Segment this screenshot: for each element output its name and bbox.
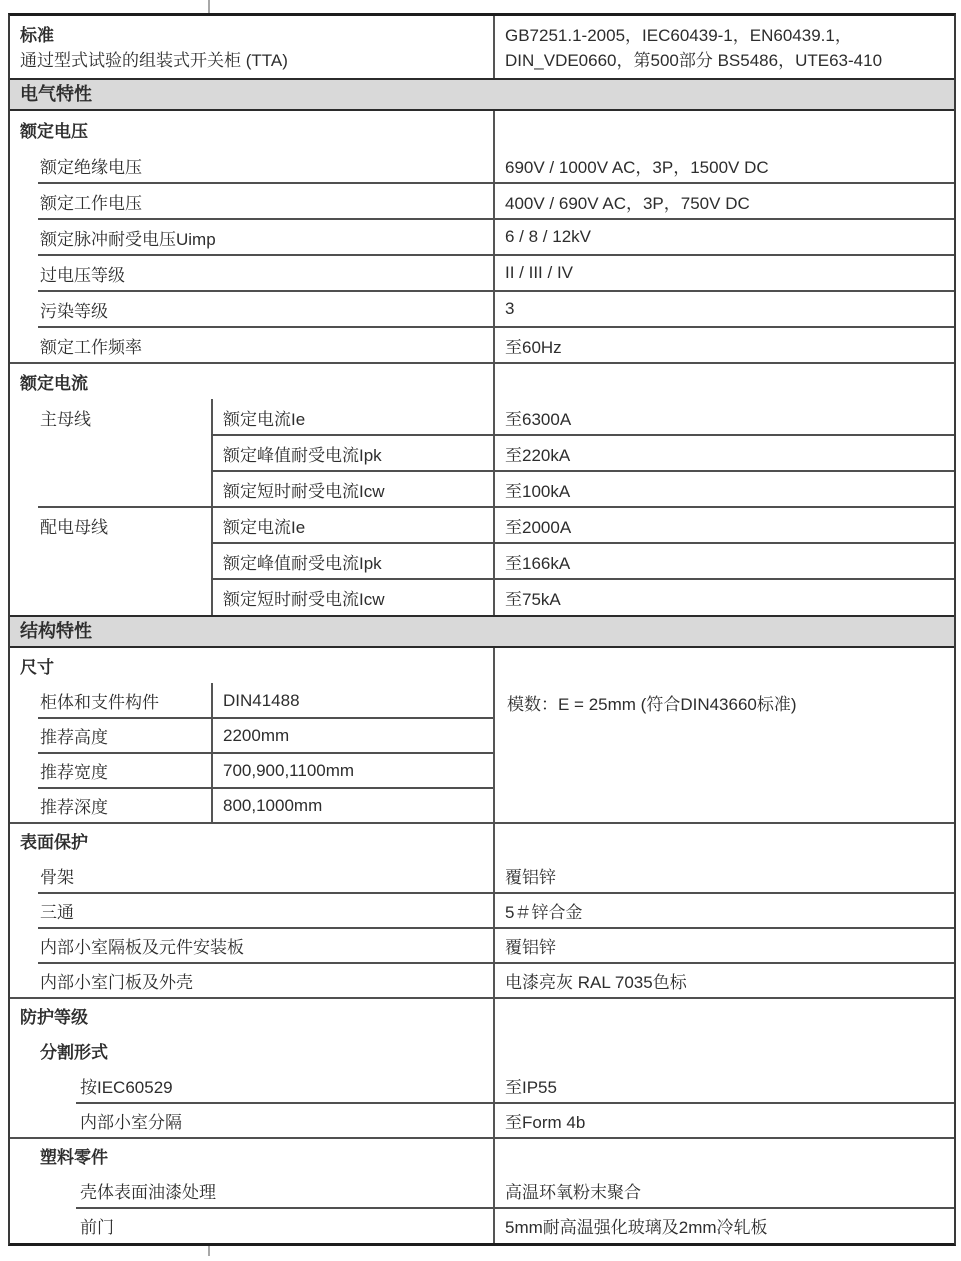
column-divider bbox=[493, 648, 495, 1243]
row-label: 内部小室门板及外壳 bbox=[40, 973, 193, 992]
row-rated-insulation-voltage bbox=[10, 147, 954, 183]
row-value: 覆铝锌 bbox=[505, 868, 556, 887]
row-label: 推荐高度 bbox=[40, 728, 108, 747]
row-mid-label: 额定峰值耐受电流Ipk bbox=[223, 553, 382, 573]
row-mid-label: 额定电流Ie bbox=[223, 517, 306, 537]
row-label: 主母线 bbox=[40, 409, 91, 429]
row-label: 分割形式 bbox=[40, 1043, 108, 1062]
row-rated-current-header bbox=[10, 363, 954, 399]
row-distribution-busbar-ie bbox=[10, 507, 954, 543]
grid-line bbox=[38, 254, 954, 256]
grid-line bbox=[10, 362, 954, 364]
grid-line bbox=[38, 962, 954, 964]
row-value: 至100kA bbox=[505, 481, 571, 501]
row-value: 690V / 1000V AC，3P，1500V DC bbox=[505, 157, 769, 177]
row-value: 至Form 4b bbox=[505, 1113, 586, 1132]
row-dimensions-header bbox=[10, 648, 954, 683]
grid-line bbox=[38, 182, 954, 184]
grid-line bbox=[38, 506, 954, 508]
row-recommended-depth bbox=[10, 788, 954, 823]
grid-line bbox=[38, 787, 493, 789]
row-mid-label: 额定电流Ie bbox=[223, 409, 306, 429]
row-surface-protection-header bbox=[10, 823, 954, 858]
row-label: 额定电流 bbox=[20, 373, 88, 393]
standards-label-cell bbox=[10, 16, 493, 78]
row-label: 推荐宽度 bbox=[40, 763, 108, 782]
row-main-busbar-ipk bbox=[10, 435, 954, 471]
row-value: II / III / IV bbox=[505, 263, 574, 282]
grid-line bbox=[38, 752, 493, 754]
row-label: 额定工作频率 bbox=[40, 337, 142, 357]
row-value: 5mm耐高温强化玻璃及2mm冷轧板 bbox=[505, 1218, 768, 1237]
scan-artifact-tick-bottom bbox=[208, 1246, 210, 1256]
row-plastic-parts-header bbox=[10, 1138, 954, 1173]
grid-line bbox=[38, 892, 954, 894]
row-label: 额定绝缘电压 bbox=[40, 157, 142, 177]
row-mid-label: 额定短时耐受电流Icw bbox=[223, 589, 385, 609]
row-label: 防护等级 bbox=[20, 1008, 88, 1027]
row-label: 三通 bbox=[40, 903, 74, 922]
row-rated-frequency bbox=[10, 327, 954, 363]
section-electrical bbox=[10, 111, 954, 615]
row-label: 额定脉冲耐受电压Uimp bbox=[40, 229, 216, 249]
row-label: 骨架 bbox=[40, 868, 74, 887]
row-label: 污染等级 bbox=[40, 301, 108, 321]
row-label: 过电压等级 bbox=[40, 265, 125, 285]
spec-table bbox=[8, 13, 956, 1246]
row-distribution-busbar-icw bbox=[10, 579, 954, 615]
row-value: 高温环氧粉末聚合 bbox=[505, 1183, 641, 1202]
standards-value-cell bbox=[493, 16, 954, 78]
row-rated-voltage-header bbox=[10, 111, 954, 147]
row-label: 推荐深度 bbox=[40, 798, 108, 817]
row-pollution-degree bbox=[10, 291, 954, 327]
grid-line bbox=[10, 1137, 954, 1139]
scan-artifact-tick-top bbox=[208, 0, 210, 14]
grid-line bbox=[76, 1207, 954, 1209]
row-shell-paint-treatment bbox=[10, 1173, 954, 1208]
row-skeleton bbox=[10, 858, 954, 893]
row-main-busbar-ie bbox=[10, 399, 954, 435]
standards-row bbox=[10, 16, 954, 78]
row-value: 至220kA bbox=[505, 445, 571, 465]
row-label: 按IEC60529 bbox=[80, 1078, 173, 1097]
section-header-electrical: 电气特性 bbox=[10, 78, 954, 111]
standards-value-line-2: DIN_VDE0660，第500部分 BS5486，UTE63-410 bbox=[505, 51, 883, 70]
row-mid-label: 700,900,1100mm bbox=[223, 760, 355, 780]
row-mid-label: 额定短时耐受电流Icw bbox=[223, 481, 385, 501]
row-value: 5＃锌合金 bbox=[505, 903, 583, 922]
row-partition-form-header bbox=[10, 1033, 954, 1068]
standards-subtitle: 通过型式试验的组装式开关柜 (TTA) bbox=[20, 51, 288, 70]
grid-line bbox=[10, 822, 954, 824]
row-compartment-partitions bbox=[10, 928, 954, 963]
row-label: 配电母线 bbox=[40, 517, 108, 537]
module-dimension-note: 模数：E = 25mm (符合DIN43660标准) bbox=[507, 695, 797, 714]
row-protection-degree-header bbox=[10, 998, 954, 1033]
row-value: 至166kA bbox=[505, 553, 571, 573]
standards-value-line-1: GB7251.1-2005，IEC60439-1，EN60439.1， bbox=[505, 26, 852, 45]
row-label: 内部小室隔板及元件安装板 bbox=[40, 938, 244, 957]
row-value: 3 bbox=[505, 299, 515, 318]
grid-line bbox=[211, 578, 954, 580]
row-label: 表面保护 bbox=[20, 833, 88, 852]
grid-line bbox=[38, 717, 493, 719]
row-value: 至2000A bbox=[505, 517, 572, 537]
row-per-iec60529 bbox=[10, 1068, 954, 1103]
row-mid-label: 800,1000mm bbox=[223, 795, 323, 815]
grid-line bbox=[211, 434, 954, 436]
row-compartment-doors-enclosure bbox=[10, 963, 954, 998]
row-rated-operating-voltage bbox=[10, 183, 954, 219]
row-recommended-width bbox=[10, 753, 954, 788]
grid-line bbox=[38, 326, 954, 328]
row-impulse-withstand-voltage bbox=[10, 219, 954, 255]
row-main-busbar-icw bbox=[10, 471, 954, 507]
row-frame-members bbox=[10, 683, 954, 718]
grid-line bbox=[38, 290, 954, 292]
row-value: 至75kA bbox=[505, 589, 561, 609]
row-value: 6 / 8 / 12kV bbox=[505, 227, 591, 246]
row-distribution-busbar-ipk bbox=[10, 543, 954, 579]
column-divider bbox=[493, 16, 495, 78]
grid-line bbox=[211, 542, 954, 544]
row-label: 壳体表面油漆处理 bbox=[80, 1183, 216, 1202]
row-internal-compartment-separation bbox=[10, 1103, 954, 1138]
standards-title: 标准 bbox=[20, 26, 54, 45]
row-label: 前门 bbox=[80, 1218, 114, 1237]
grid-line bbox=[38, 927, 954, 929]
grid-line bbox=[10, 997, 954, 999]
grid-line bbox=[76, 1102, 954, 1104]
grid-line bbox=[38, 218, 954, 220]
row-tee-connector bbox=[10, 893, 954, 928]
row-label: 塑料零件 bbox=[40, 1148, 108, 1167]
row-label: 尺寸 bbox=[20, 658, 54, 677]
row-label: 额定电压 bbox=[20, 121, 88, 141]
row-value: 至IP55 bbox=[505, 1078, 557, 1097]
row-overvoltage-category bbox=[10, 255, 954, 291]
section-structural bbox=[10, 648, 954, 1243]
row-mid-label: DIN41488 bbox=[223, 690, 300, 710]
row-front-door bbox=[10, 1208, 954, 1243]
row-value: 400V / 690V AC，3P，750V DC bbox=[505, 193, 750, 213]
grid-line bbox=[211, 470, 954, 472]
row-mid-label: 额定峰值耐受电流Ipk bbox=[223, 445, 382, 465]
row-recommended-height bbox=[10, 718, 954, 753]
row-mid-label: 2200mm bbox=[223, 725, 290, 745]
row-label: 内部小室分隔 bbox=[80, 1113, 182, 1132]
section-header-structural: 结构特性 bbox=[10, 615, 954, 648]
row-value: 覆铝锌 bbox=[505, 938, 556, 957]
row-label: 柜体和支件构件 bbox=[40, 693, 159, 712]
row-value: 至60Hz bbox=[505, 337, 562, 357]
row-label: 额定工作电压 bbox=[40, 193, 142, 213]
row-value: 至6300A bbox=[505, 409, 572, 429]
row-value: 电漆亮灰 RAL 7035色标 bbox=[505, 973, 687, 992]
